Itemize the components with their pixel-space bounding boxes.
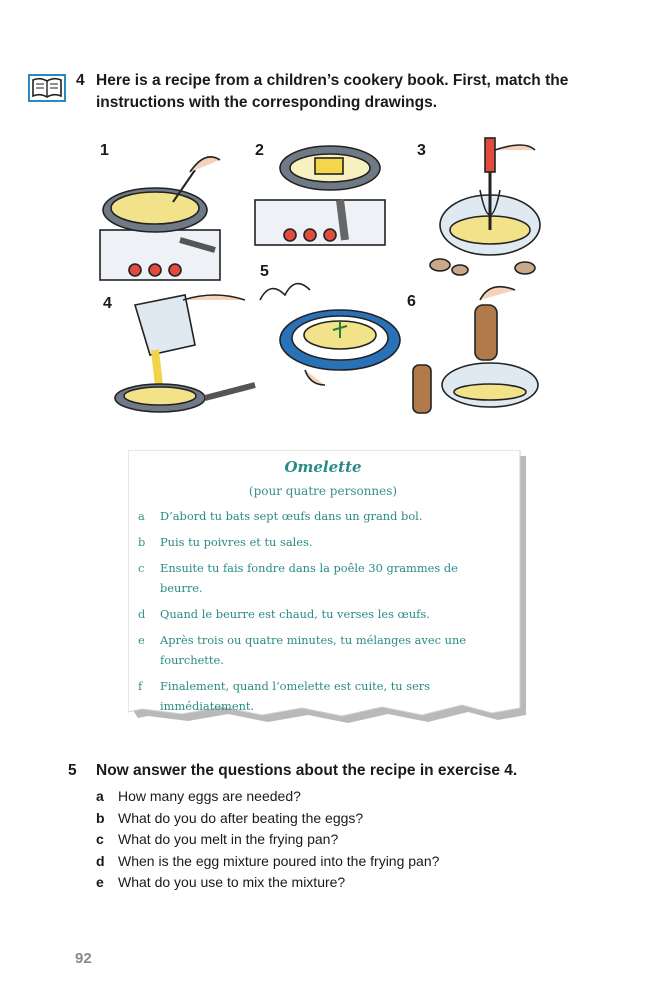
book-icon (28, 74, 66, 102)
step-letter: b (138, 535, 146, 549)
question-text: How many eggs are needed? (118, 788, 301, 804)
question-list (96, 786, 439, 894)
drawing-number: 4 (103, 295, 112, 312)
question-item (96, 786, 439, 808)
question-text: What do you use to mix the mixture? (118, 874, 346, 890)
step-text: Puis tu poivres et tu sales. (160, 535, 313, 549)
step-letter: a (138, 509, 145, 523)
question-item (96, 851, 439, 873)
step-text: D’abord tu bats sept œufs dans un grand bol. (160, 509, 423, 523)
recipe-step (128, 506, 518, 526)
drawing-number: 1 (100, 142, 109, 159)
drawing-5 (260, 284, 400, 385)
step-letter: f (138, 679, 143, 693)
question-letter: c (96, 831, 104, 847)
step-text: Finalement, quand l’omelette est cuite, tu sers immédiatement. (160, 679, 431, 713)
recipe-drawings (95, 130, 555, 430)
drawing-number: 6 (407, 293, 416, 310)
question-item (96, 829, 439, 851)
recipe-title: Omelette (284, 458, 362, 476)
drawing-number: 3 (417, 142, 426, 159)
recipe-step (128, 604, 518, 624)
question-letter: a (96, 788, 104, 804)
recipe-step (128, 532, 518, 552)
exercise-instruction: Here is a recipe from a children’s cookery book. First, match the instructions with the corresponding drawings. (96, 72, 569, 111)
exercise-number: 5 (68, 762, 77, 779)
question-text: What do you melt in the frying pan? (118, 831, 339, 847)
question-text: What do you do after beating the eggs? (118, 809, 364, 826)
step-text: Ensuite tu fais fondre dans la poêle 30 grammes de beurre. (160, 561, 458, 595)
exercise-title: Now answer the questions about the recipe in exercise 4. (96, 762, 518, 779)
recipe-step (128, 558, 518, 598)
question-letter: d (96, 852, 105, 869)
drawing-4 (115, 295, 255, 412)
drawing-number: 2 (255, 142, 264, 159)
step-letter: e (138, 633, 145, 647)
drawing-number: 5 (260, 263, 269, 280)
question-letter: b (96, 809, 105, 826)
recipe-step (128, 676, 518, 716)
drawing-3 (430, 138, 540, 275)
recipe-card (128, 450, 528, 728)
step-letter: d (138, 607, 146, 621)
question-text: When is the egg mixture poured into the frying pan? (118, 852, 440, 869)
question-item (96, 808, 439, 830)
question-letter: e (96, 874, 104, 890)
step-letter: c (138, 561, 145, 575)
cooking-illustration (95, 130, 555, 430)
recipe-subtitle: (pour quatre personnes) (248, 484, 398, 498)
exercise-number: 4 (76, 72, 85, 89)
drawing-2 (255, 146, 385, 245)
drawing-1 (100, 157, 220, 280)
page-number: 92 (75, 950, 92, 967)
recipe-step (128, 630, 518, 670)
recipe-steps (128, 506, 518, 716)
drawing-6 (413, 287, 538, 413)
step-text: Après trois ou quatre minutes, tu mélanges avec une fourchette. (160, 633, 467, 667)
question-item (96, 872, 439, 894)
step-text: Quand le beurre est chaud, tu verses les œufs. (160, 607, 430, 621)
